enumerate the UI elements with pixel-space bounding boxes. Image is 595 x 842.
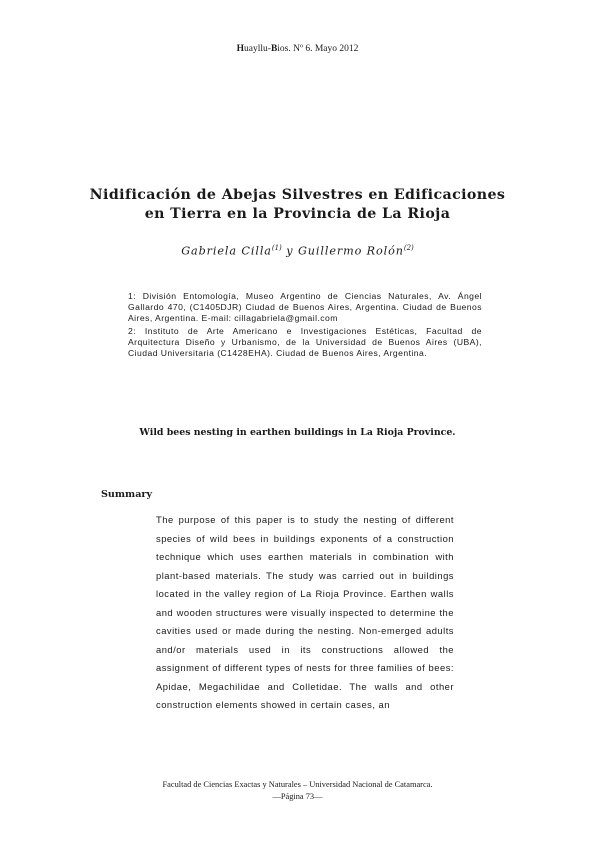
author-1: Gabriela Cilla: [181, 244, 272, 258]
summary-body: The purpose of this paper is to study the nesting of different species of wild bees in buildings exponents of a construction technique which uses earthen materials in combination with plant-based materials. The study was carried out in buildings located in the valley region of La Rioja Province. Earthen walls and wooden structures were visually inspected to determine the cavities used or made during the nesting. Non-emerged adults and/or materials used in its constructions allowed the assignment of different types of nests for three families of bees: Apidae, Megachilidae and Colletidae. The walls and other construction elements showed in certain cases, an: [156, 514, 454, 710]
author-1-affiliation-mark: (1): [271, 244, 282, 252]
journal-header: [0, 44, 595, 54]
affiliation-2: 2: Instituto de Arte Americano e Investigaciones Estéticas, Facultad de Arquitectura Diseño y Urbanismo, de la Universidad de Buenos Aires (UBA), Ciudad Universitaria (C1428EHA). Ciudad de Buenos Aires, Argentina.: [128, 326, 482, 358]
summary-heading: Summary: [101, 489, 153, 500]
footer-institution: Facultad de Ciencias Exactas y Naturales – Universidad Nacional de Catamarca.: [162, 780, 433, 789]
paper-title-line-2: en Tierra en la Provincia de La Rioja: [144, 206, 451, 222]
journal-initial-h: H: [236, 44, 245, 54]
paper-title-line-1: Nidificación de Abejas Silvestres en Edificaciones: [89, 187, 506, 203]
author-connector: y: [281, 244, 298, 258]
journal-initial-b: B: [270, 44, 278, 54]
journal-issue: ios. Nº 6. Mayo 2012: [277, 44, 359, 54]
author-list: [0, 244, 595, 258]
page-number: —Página 73—: [272, 792, 323, 801]
english-title: Wild bees nesting in earthen buildings in La Rioja Province.: [139, 427, 456, 438]
author-2-affiliation-mark: (2): [403, 244, 414, 252]
affiliation-1: 1: División Entomología, Museo Argentino de Ciencias Naturales, Av. Ángel Gallardo 470, (C1405DJR) Ciudad de Buenos Aires, Argentina. Ciudad de Buenos Aires, Argentina. E-mail: cillagabriela@gmail.com: [128, 291, 482, 323]
journal-name-mid: uayllu-: [244, 44, 271, 54]
paper-title: [80, 186, 515, 224]
author-2: Guillermo Rolón: [297, 244, 404, 258]
